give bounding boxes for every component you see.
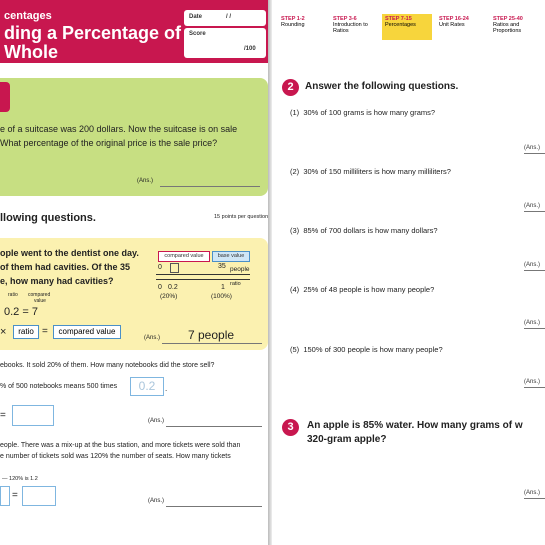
- answer-6-label: (Ans.): [524, 490, 541, 496]
- eq-compared-small: compared: [28, 292, 51, 298]
- score-label: Score: [189, 31, 206, 37]
- subject-label: centages: [4, 10, 52, 22]
- answer-4-line[interactable]: [524, 328, 545, 329]
- right-page: [272, 0, 545, 545]
- problem-line-2: of them had cavities. Of the 35: [0, 262, 131, 272]
- date-separators: / /: [226, 14, 232, 20]
- bus-answer-box[interactable]: [22, 486, 56, 506]
- answer-3-line[interactable]: [524, 270, 545, 271]
- problem-ans-label: (Ans.): [144, 335, 161, 341]
- num-line-ratio: ratio: [230, 281, 241, 287]
- points-label: 15 points per question: [214, 214, 268, 220]
- section-3-line-1: An apple is 85% water. How many grams of w: [307, 420, 523, 431]
- bus-text-1: eople. There was a mix-up at the bus station, and more tickets were sold than: [0, 442, 241, 449]
- question-4-text: 25% of 48 people is how many people?: [303, 285, 435, 294]
- example-text-2: What percentage of the original price is the sale price?: [0, 138, 218, 148]
- compared-value-tag: compared value: [158, 251, 210, 262]
- score-max: /100: [244, 46, 256, 52]
- step-3-name: Percentages: [385, 22, 416, 28]
- question-1: [290, 108, 435, 117]
- example-box: [0, 78, 268, 196]
- step-5-num: STEP 25-40: [493, 16, 523, 22]
- score-field[interactable]: [184, 28, 266, 58]
- question-3-text: 85% of 700 dollars is how many dollars?: [303, 226, 438, 235]
- step-tab-3[interactable]: [382, 14, 432, 40]
- num-line-35: 35: [218, 263, 226, 270]
- step-2-name: Introduction to Ratios: [333, 22, 368, 34]
- num-line-100pct: (100%): [211, 293, 232, 300]
- num-line-zero-2: 0: [158, 284, 162, 291]
- date-label: Date: [189, 14, 203, 20]
- step-1-num: STEP 1-2: [281, 16, 305, 22]
- bus-hint: — 120% is 1.2: [2, 476, 38, 482]
- compared-value-box: compared value: [53, 325, 121, 339]
- number-line-top: [156, 274, 250, 275]
- notebooks-ans-label: (Ans.): [148, 418, 165, 424]
- notebooks-ans-line[interactable]: [166, 426, 262, 427]
- problem-ans-value: 7 people: [188, 328, 235, 342]
- bus-text-2: e number of tickets sold was 120% the number of seats. How many tickets: [0, 453, 231, 460]
- notebooks-text-1: ebooks. It sold 20% of them. How many notebooks did the store sell?: [0, 362, 215, 369]
- question-5: [290, 345, 443, 354]
- problem-ans-line: [162, 343, 262, 344]
- question-1-number: (1): [290, 108, 300, 117]
- section-heading: llowing questions.: [0, 212, 96, 224]
- answer-4-label: (Ans.): [524, 320, 541, 326]
- num-line-20pct: (20%): [160, 293, 178, 300]
- bus-box-1[interactable]: [0, 486, 10, 506]
- title-line-1: ding a Percentage of: [4, 23, 182, 43]
- number-line-bottom: [156, 279, 250, 280]
- answer-2-line[interactable]: [524, 211, 545, 212]
- example-ans-label: (Ans.): [137, 178, 154, 184]
- answer-3-label: (Ans.): [524, 262, 541, 268]
- base-value-tag: base value: [212, 251, 250, 262]
- question-3: [290, 226, 438, 235]
- notebooks-dot: .: [165, 384, 168, 393]
- step-5-name: Ratios and Proportions: [493, 22, 522, 34]
- answer-5-line[interactable]: [524, 387, 545, 388]
- date-field[interactable]: [184, 10, 266, 26]
- left-page: [0, 0, 268, 545]
- question-2-text: 30% of 150 milliliters is how many milliliters?: [303, 167, 451, 176]
- notebooks-equals: =: [0, 410, 6, 421]
- equation: 0.2 = 7: [4, 306, 38, 318]
- answer-1-line[interactable]: [524, 153, 545, 154]
- example-marker: [0, 82, 10, 112]
- title-line-2: Whole: [4, 42, 58, 62]
- section-2-number: 2: [282, 79, 299, 96]
- question-5-number: (5): [290, 345, 300, 354]
- page-title: [4, 24, 184, 62]
- example-text-1: e of a suitcase was 200 dollars. Now the suitcase is on sale: [0, 124, 238, 134]
- bus-equals: =: [12, 490, 18, 501]
- question-1-text: 30% of 100 grams is how many grams?: [303, 108, 436, 117]
- unknown-box: [170, 263, 179, 273]
- question-2: [290, 167, 451, 176]
- step-1-name: Rounding: [281, 22, 305, 28]
- example-ans-line[interactable]: [160, 186, 260, 187]
- bus-ans-line[interactable]: [166, 506, 262, 507]
- num-line-people: people: [230, 266, 250, 273]
- notebooks-answer-box[interactable]: [12, 405, 54, 426]
- step-tab-2[interactable]: [330, 14, 378, 40]
- question-4-number: (4): [290, 285, 300, 294]
- times-sign: ×: [0, 326, 7, 338]
- step-4-num: STEP 16-24: [439, 16, 469, 22]
- step-tab-5[interactable]: [490, 14, 545, 40]
- notebooks-ratio-box[interactable]: 0.2: [130, 377, 164, 396]
- step-4-name: Unit Rates: [439, 22, 465, 28]
- num-line-02: 0.2: [168, 284, 178, 291]
- problem-line-1: ople went to the dentist one day.: [0, 248, 139, 258]
- section-3-number: 3: [282, 419, 299, 436]
- num-line-one: 1: [221, 284, 225, 291]
- notebooks-text-2: % of 500 notebooks means 500 times: [0, 383, 118, 390]
- question-2-number: (2): [290, 167, 300, 176]
- eq-value-small: value: [34, 298, 46, 304]
- step-tab-4[interactable]: [436, 14, 486, 40]
- answer-6-line[interactable]: [524, 498, 545, 499]
- question-3-number: (3): [290, 226, 300, 235]
- step-tab-1[interactable]: [278, 14, 324, 40]
- section-3-line-2: 320-gram apple?: [307, 434, 387, 445]
- answer-1-label: (Ans.): [524, 145, 541, 151]
- step-3-num: STEP 7-15: [385, 16, 412, 22]
- question-5-text: 150% of 300 people is how many people?: [303, 345, 443, 354]
- bus-ans-label: (Ans.): [148, 498, 165, 504]
- num-line-zero: 0: [158, 264, 162, 271]
- step-2-num: STEP 3-6: [333, 16, 357, 22]
- equals-sign: =: [42, 326, 48, 337]
- ratio-box: ratio: [13, 325, 39, 339]
- answer-5-label: (Ans.): [524, 379, 541, 385]
- section-2-heading: Answer the following questions.: [305, 81, 459, 92]
- eq-ratio-small: ratio: [8, 292, 18, 298]
- question-4: [290, 285, 434, 294]
- problem-line-3: e, how many had cavities?: [0, 276, 114, 286]
- answer-2-label: (Ans.): [524, 203, 541, 209]
- title-banner: [0, 0, 268, 63]
